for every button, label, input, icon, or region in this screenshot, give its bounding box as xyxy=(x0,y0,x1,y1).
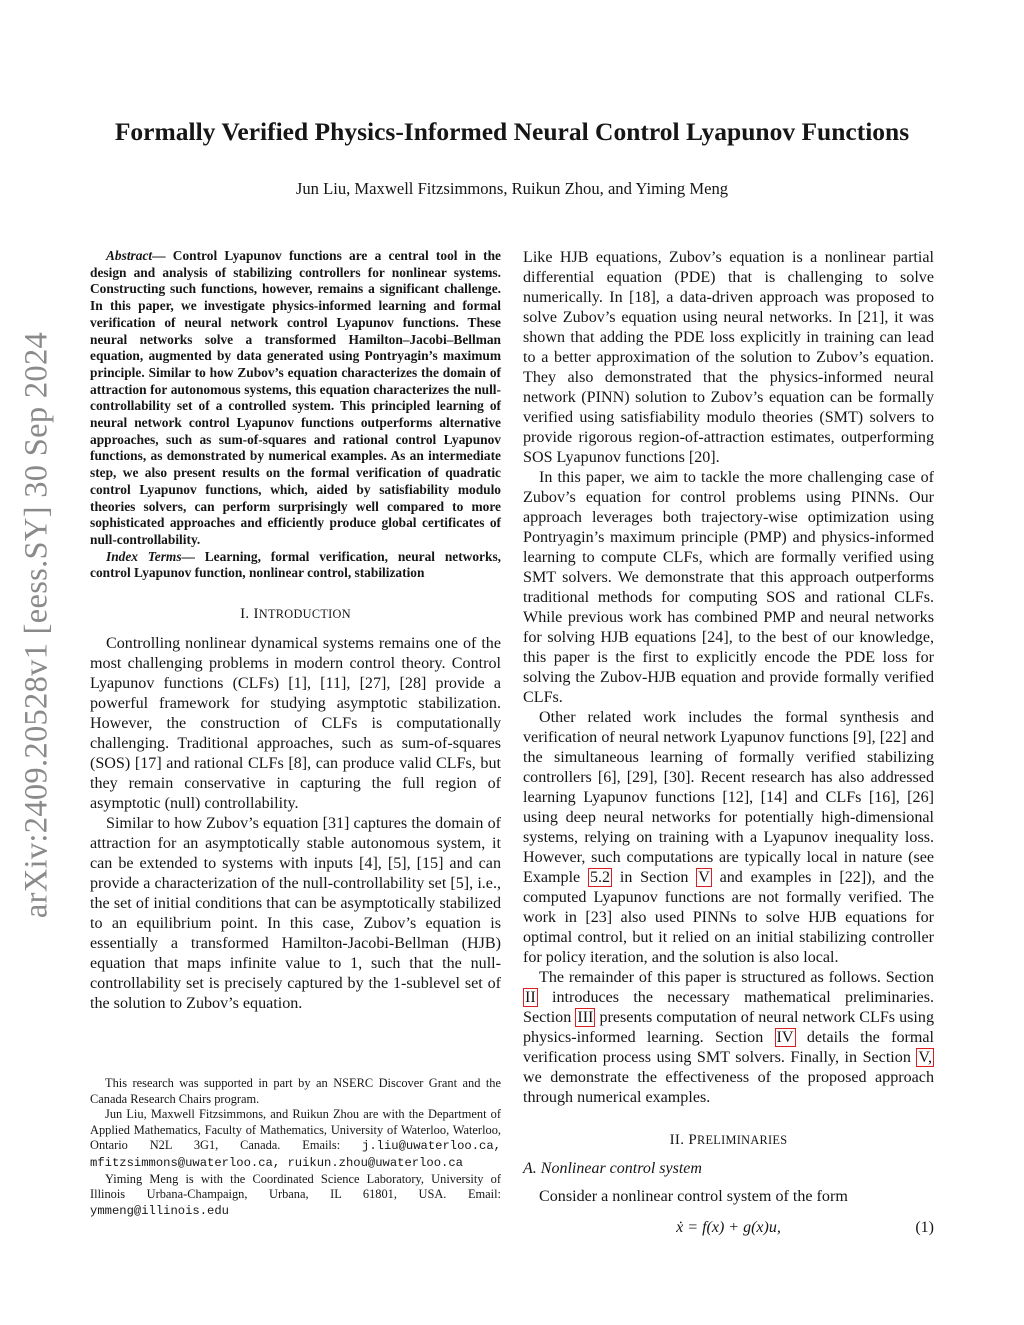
section-numeral: I. I xyxy=(240,606,259,623)
paragraph-text: we demonstrate the effectiveness of the proposed approach through numerical examples. xyxy=(523,1069,934,1106)
equation-number: (1) xyxy=(915,1219,934,1236)
footnote-affiliation-1 xyxy=(90,1107,501,1171)
intro-paragraph-2: Similar to how Zubov’s equation [31] captures the domain of attraction for an asymptotically stable autonomous system, it can be extended to systems with inputs [4], [5], [15] and can provide a characterization of the null-controllability set [5], i.e., the set of initial conditions that can be asymptotically stabilized to an equilibrium point. In this case, Zubov’s equation is essentially a transformed Hamilton-Jacobi-Bellman (HJB) equation that maps infinite value to 1, such that the null-controllability set is precisely captured by the 1-sublevel set of the solution to Zubov’s equation. xyxy=(90,815,501,1013)
abstract-text: — Control Lyapunov functions are a central tool in the design and analysis of stabilizing controllers for nonlinear systems. Constructing such functions, however, remains a significant challenge. In this paper, we investigate physics-informed learning and formal verification of neural network control Lyapunov functions. These neural networks solve a transformed Hamilton–Jacobi–Bellman equation, augmented by data generated using Pontryagin’s maximum principle. Similar to how Zubov’s equation characterizes the domain of attraction for autonomous systems, this equation characterizes the null-controllability set of a controlled system. This principled learning of neural network control Lyapunov functions outperforms alternative approaches, such as sum-of-squares and rational control Lyapunov functions, as demonstrated by numerical examples. As an intermediate step, we also present results on the formal verification of quadratic control Lyapunov functions, which, aided by satisfiability modulo theories solvers, can perform surprisingly well compared to more sophisticated approaches and efficiently produce global certificates of null-controllability. xyxy=(90,248,501,547)
right-paragraph-1: Like HJB equations, Zubov’s equation is a nonlinear partial differential equation (PDE) that is challenging to solve numerically. In [18], a data-driven approach was proposed to solve Zubov’s equation using neural networks. In [21], it was shown that adding the PDE loss explicitly in training can lead to a better approximation of the solution to Zubov’s equation. They also demonstrated that the physics-informed neural network (PINN) solution to Zubov’s equation can be formally verified using satisfiability modulo theories (SMT) solvers to provide rigorous region-of-attraction estimates, outperforming SOS Lyapunov functions [20]. xyxy=(523,249,934,466)
section-smallcaps: RELIMINARIES xyxy=(696,1133,788,1147)
right-paragraph-2: In this paper, we aim to tackle the more challenging case of Zubov’s equation for control problems using PINNs. Our approach leverages both trajectory-wise optimization using Pontryagin’s maximum principle (PMP) and physics-informed learning to compute CLFs, which are formally verified using SMT solvers. We demonstrate that this approach outperforms traditional methods for computing SOS and rational CLFs. While previous work has combined PMP and neural networks for solving HJB equations [24], to the best of our knowledge, this paper is the first to explicitly encode the PDE loss for solving the Zubov-HJB equation and provide formally verified CLFs. xyxy=(523,469,934,706)
index-terms-label: Index Terms xyxy=(106,548,182,564)
equation-rhs: = f(x) + g(x)u, xyxy=(683,1219,781,1236)
footnotes xyxy=(90,1076,501,1219)
right-column xyxy=(523,248,934,1243)
abstract xyxy=(90,248,501,549)
section-link[interactable]: II xyxy=(525,989,536,1006)
consider-sentence: Consider a nonlinear control system of the form xyxy=(539,1188,848,1205)
author-email[interactable]: ymmeng@illinois.edu xyxy=(90,1203,229,1218)
index-terms xyxy=(90,549,501,582)
author-emails[interactable]: j.liu@uwaterloo.ca, mfitzsimmons@uwaterloo.ca, ruikun.zhou@uwaterloo.ca xyxy=(90,1139,501,1170)
footnote-affiliation-2 xyxy=(90,1172,501,1220)
paragraph-text: details the formal verification process using SMT solvers. Finally, in Section xyxy=(523,1029,934,1066)
paragraph-text: and examples in [22]), and the computed Lyapunov functions are not formally verified. The work in [23] also used PINNs to solve HJB equations for optimal control, but it relied on an initial stabilizing controller for policy iteration, and the solution is also local. xyxy=(523,869,934,966)
paragraph-text: presents computation of neural network CLFs using physics-informed learning. Section xyxy=(523,1009,934,1046)
section-heading-introduction xyxy=(90,606,501,623)
footnote-funding: This research was supported in part by an NSERC Discover Grant and the Canada Research Chairs program. xyxy=(90,1076,501,1106)
affiliation-text: Yiming Meng is with the Coordinated Science Laboratory, University of Illinois Urbana-Champaign, Urbana, IL 61801, USA. Email: xyxy=(90,1171,501,1202)
intro-paragraph-1: Controlling nonlinear dynamical systems remains one of the most challenging problems in modern control theory. Control Lyapunov functions (CLFs) [1], [11], [27], [28] provide a powerful framework for studying asymptotic stabilization. However, the construction of CLFs is computationally challenging. Traditional approaches, such as sum-of-squares (SOS) [17] and rational CLFs [8], can produce valid CLFs, but they remain conservative in capturing the full region of asymptotic (null) controllability. xyxy=(90,635,501,813)
subsection-heading: A. Nonlinear control system xyxy=(523,1160,702,1177)
right-paragraph-3 xyxy=(523,708,934,968)
author-list: Jun Liu, Maxwell Fitzsimmons, Ruikun Zhou, and Yiming Meng xyxy=(295,179,729,198)
equation-1 xyxy=(523,1219,934,1243)
section-smallcaps: NTRODUCTION xyxy=(258,607,351,622)
abstract-label: Abstract xyxy=(106,248,153,263)
paragraph-text: Other related work includes the formal synthesis and verification of neural network Lyapunov functions [9], [22] and the simultaneous learning of formally verified stabilizing controllers [6], [29], [30]. Recent research has also addressed learning Lyapunov functions [12], [14] and CLFs [16], [26] using deep neural networks for potentially high-dimensional systems, relying on training with a Lyapunov inequality loss. However, such computations are typically local in nature (see Example xyxy=(523,709,934,886)
section-link[interactable]: V xyxy=(698,869,710,886)
section-heading-preliminaries xyxy=(523,1132,934,1149)
index-terms-text: — Learning, formal verification, neural networks, control Lyapunov function, nonlinear control, stabilization xyxy=(90,548,501,581)
arxiv-identifier: arXiv:2409.20528v1 [eess.SY] 30 Sep 2024 xyxy=(18,331,55,919)
paragraph-text: in Section xyxy=(619,869,689,886)
paper-title: Formally Verified Physics-Informed Neural Control Lyapunov Functions xyxy=(114,117,910,146)
paragraph-text: introduces the necessary mathematical preliminaries. Section xyxy=(523,989,934,1026)
equation-expression xyxy=(523,1219,934,1237)
section-link[interactable]: III xyxy=(577,1009,594,1026)
section-link[interactable]: IV xyxy=(776,1029,794,1046)
paragraph-text: The remainder of this paper is structured as follows. Section xyxy=(539,969,934,986)
example-link[interactable]: 5.2 xyxy=(589,869,611,886)
affiliation-text: Jun Liu, Maxwell Fitzsimmons, and Ruikun Zhou are with the Department of Applied Mathematics, Faculty of Mathematics, University of Waterloo, Waterloo, Ontario N2L 3G1, Canada. Emails: xyxy=(90,1107,501,1153)
section-numeral: II. P xyxy=(669,1132,697,1148)
left-column xyxy=(90,248,501,1014)
equation-lhs: ẋ xyxy=(676,1219,684,1236)
section-link[interactable]: V, xyxy=(918,1049,932,1066)
right-paragraph-4 xyxy=(523,968,934,1108)
